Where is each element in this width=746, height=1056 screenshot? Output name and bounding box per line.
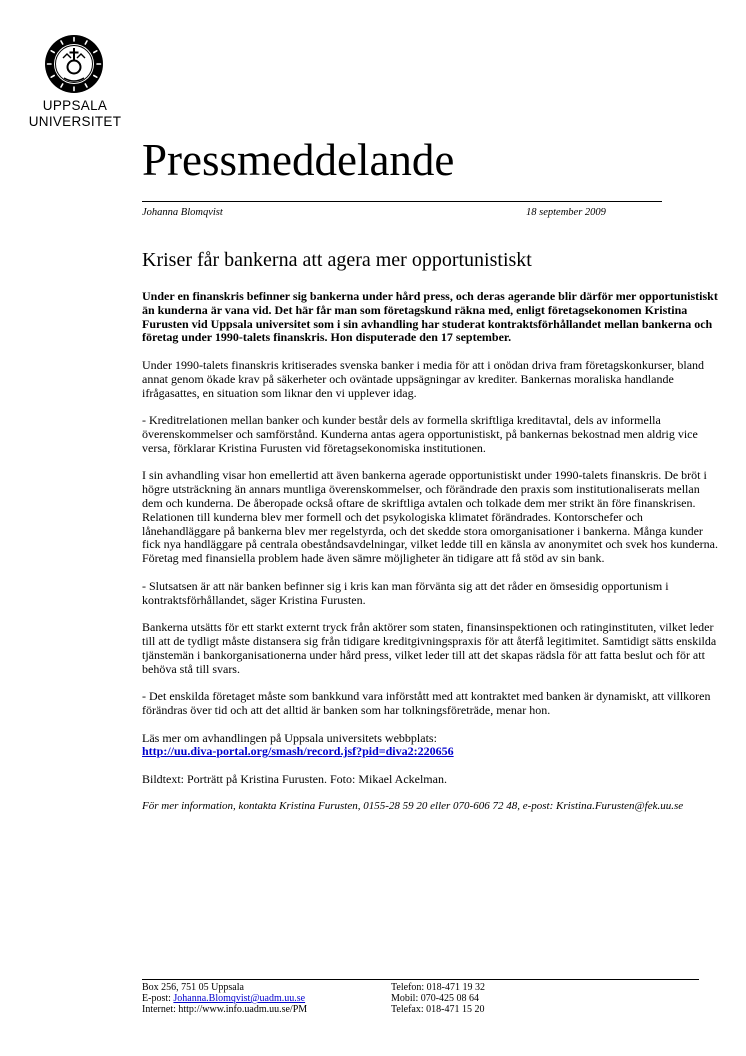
footer-email-label: E-post: — [142, 993, 174, 1004]
body-paragraph-5: Bankerna utsätts för ett starkt externt tryck från aktörer som staten, finansinspektionen och ratinginstituten, vilket leder till att de tydligt måste distansera sig från tidigare kreditgivningspraxis för att återfå legitimitet. Samtidigt sätts enskilda tjänstemän i bankorganisationerna under hård press, vilket leder till att det skapas rädsla för att fatta beslut och för att behöva stå till svars. — [142, 620, 717, 676]
read-more — [142, 732, 722, 760]
body-paragraph-1: Under 1990-talets finanskris kritiserades svenska banker i media för att i onödan driva fram företagskonkurser, bland annat genom ökade krav på säkerheter och oväntade uppsägningar av krediter. Bankernas moraliska handlande ifrågasattes, en situation som liknar den vi upplever idag. — [142, 357, 705, 400]
article-headline: Kriser får bankerna att agera mer opportunistiskt — [142, 249, 532, 271]
footer-address: Box 256, 751 05 Uppsala — [142, 982, 244, 993]
body-paragraph-3: I sin avhandling visar hon emellertid att även bankerna agerade opportunistiskt under 1990-talets finanskris. De bröt i högre utsträckning än annars muntliga överenskommelser, och förändrade den praxis som institutionaliserats mellan dem och kunderna. De åberopade också oftare de skriftliga avtalen och tolkade dem mer strikt än före finanskrisen. Relationen till kunderna blev mer formell och det psykologiska klimatet förändrades. Kontorschefer och lånehandläggare på bankerna blev mer regelstyrda, och det skedde stora omorganisationer i bankerna. Många kunder fick nya handläggare på centrala obeståndsavdelningar, vilket ledde till en känsla av anonymitet och svek hos kunderna. Företag med finansiella problem hade även sämre möjligheter än tidigare att få stöd av sin bank. — [142, 468, 718, 566]
image-caption: Bildtext: Porträtt på Kristina Furusten. Foto: Mikael Ackelman. — [142, 771, 447, 786]
title-divider — [142, 201, 662, 202]
contact-info: För mer information, kontakta Kristina Furusten, 0155-28 59 20 eller 070-606 72 48, e-post: Kristina.Furusten@fek.uu.se — [142, 800, 684, 813]
footer-mobile: Mobil: 070-425 08 64 — [391, 993, 480, 1004]
body-paragraph-6: - Det enskilda företaget måste som bankkund vara införstått med att kontraktet med banken är dynamiskt, att villkoren förändras över tid och att det alltid är banken som har tolkningsföreträde, menar hon. — [142, 689, 711, 717]
footer-fax: Telefax: 018-471 15 20 — [391, 1004, 485, 1015]
lead-paragraph: Under en finanskris befinner sig bankerna under hård press, och deras agerande blir därför mer opportunistiskt än kunderna är vana vid. Det här får man som företagskund räkna med, enligt företagsekonomen Kristina Furusten vid Uppsala universitet som i sin avhandling har studerat kontraktsförhållandet mellan bankerna och företag under 1990-talets finanskris. Hon disputerade den 17 september. — [142, 289, 718, 345]
body-paragraph-4: - Slutsatsen är att när banken befinner sig i kris kan man förvänta sig att det råder en ömsesidig opportunism i kontraktsförhållandet, säger Kristina Furusten. — [142, 578, 669, 607]
footer-internet: Internet: http://www.info.uadm.uu.se/PM — [142, 1004, 308, 1015]
publication-date: 18 september 2009 — [526, 207, 606, 218]
read-more-text: Läs mer om avhandlingen på Uppsala universitets webbplats: — [142, 730, 437, 745]
article-body — [142, 290, 722, 827]
logo-line-2: UNIVERSITET — [28, 114, 122, 129]
page-title: Pressmeddelande — [142, 135, 455, 185]
footer-phone-column — [391, 982, 485, 1015]
footer-divider — [142, 979, 699, 980]
university-logo-text — [0, 98, 150, 130]
footer-phone: Telefon: 018-471 19 32 — [391, 982, 486, 993]
footer-address-column — [142, 982, 307, 1015]
author-name: Johanna Blomqvist — [142, 207, 223, 218]
logo-line-1: UPPSALA — [42, 98, 108, 113]
thesis-link[interactable]: http://uu.diva-portal.org/smash/record.jsf?pid=diva2:220656 — [142, 744, 454, 759]
footer-email-line — [142, 993, 307, 1004]
university-seal-icon — [44, 34, 104, 94]
byline — [142, 206, 622, 219]
footer-email-link[interactable]: Johanna.Blomqvist@uadm.uu.se — [173, 993, 306, 1004]
body-paragraph-2: - Kreditrelationen mellan banker och kunder består dels av formella skriftliga kreditavtal, dels av informella överenskommelser och samförstånd. Kunderna antas agera opportunistiskt, på bankernas bekostnad men aldrig vice versa, förklarar Kristina Furusten vid företagsekonomiska institutionen. — [142, 413, 698, 455]
